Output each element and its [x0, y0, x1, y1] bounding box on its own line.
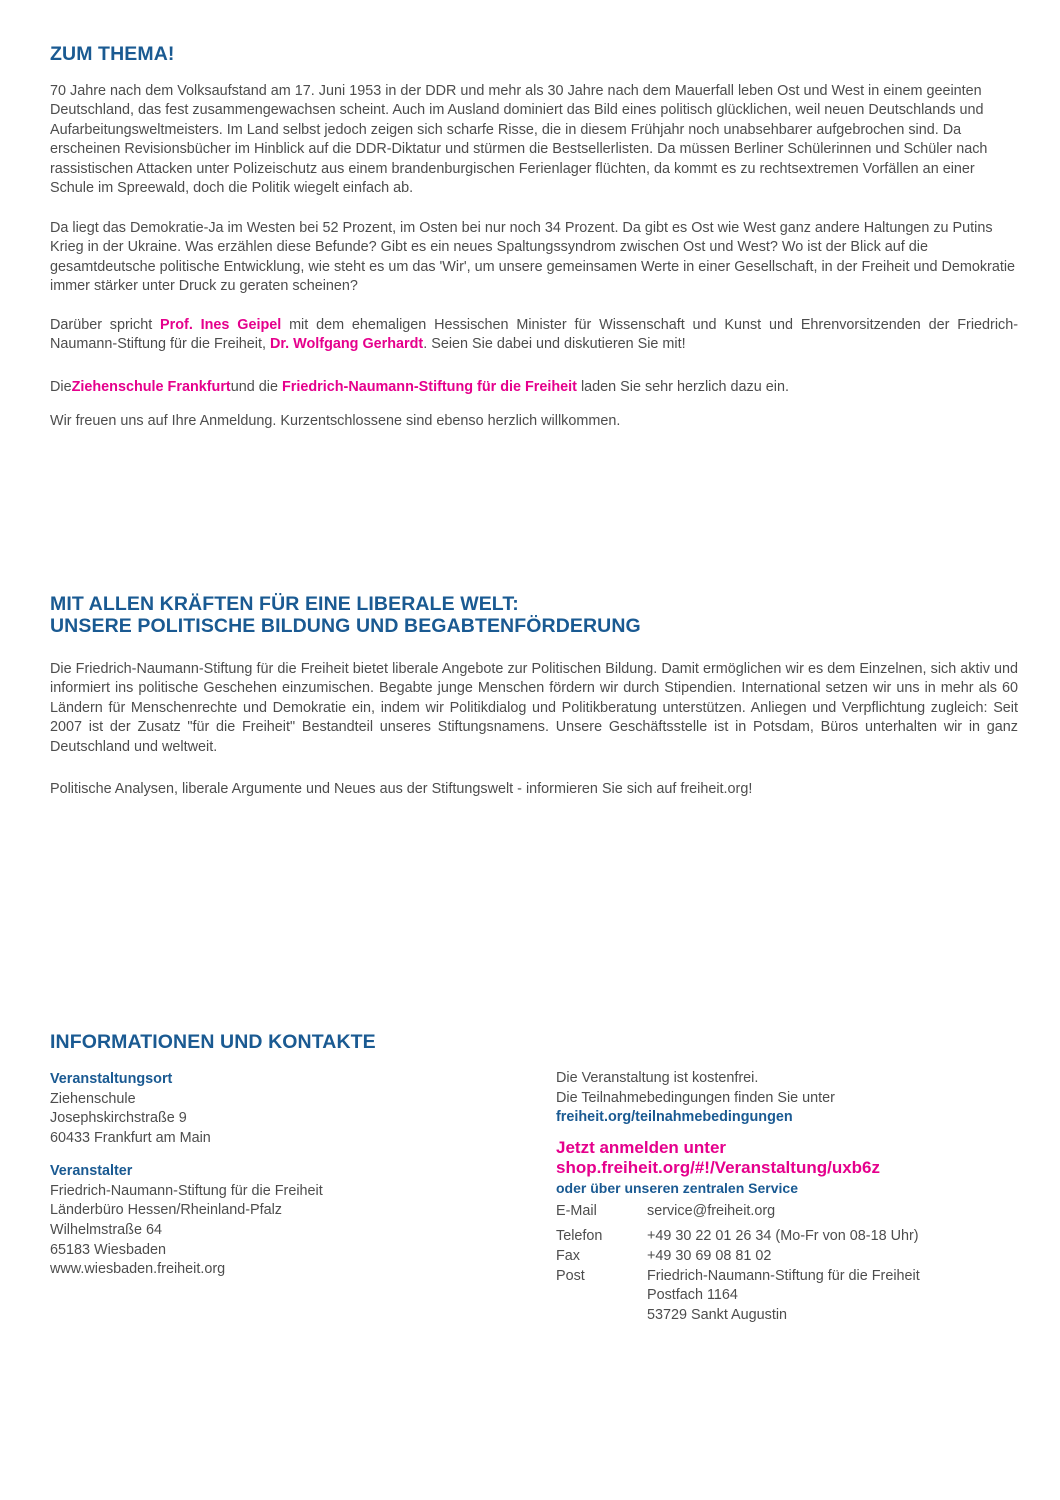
- service-line: oder über unseren zentralen Service: [556, 1179, 798, 1196]
- post-label: Post: [556, 1267, 585, 1284]
- phone-value: +49 30 22 01 26 34 (Mo-Fr von 08-18 Uhr): [647, 1228, 919, 1245]
- thema-paragraph-5: Wir freuen uns auf Ihre Anmeldung. Kurzentschlossene sind ebenso herzlich willkommen.: [50, 413, 621, 429]
- fax-label: Fax: [556, 1247, 580, 1264]
- organizer-line: Wilhelmstraße 64: [50, 1221, 162, 1238]
- phone-label: Telefon: [556, 1228, 603, 1245]
- guest-name: Dr. Wolfgang Gerhardt: [269, 336, 424, 353]
- venue-line: 60433 Frankfurt am Main: [50, 1129, 211, 1146]
- liberal-paragraph-1: Die Friedrich-Naumann-Stiftung für die Freiheit bietet liberale Angebote zur Politischen Bildung. Damit ermöglichen wir es dem Einzelnen, sich aktiv und informiert ins politische Geschehen einzumischen. Begabte junge Menschen fördern wir durch Stipendien. International setzen wir uns in mehr als 60 Ländern für Menschenrechte und Demokratie ein, indem wir Politikdialog und Politikberatung unterstützen. Anliegen und Verpflichtung zugleich: Seit 2007 ist der Zusatz "für die Freiheit" Bestandteil unseres Stiftungsnamens. Unsere Geschäftsstelle ist in Potsdam, Büros unterhalten wir in ganz Deutschland und weltweit.: [50, 661, 1018, 755]
- contact-row-phone: [556, 1227, 920, 1247]
- register-link[interactable]: shop.freiheit.org/#!/Veranstaltung/uxb6z: [556, 1157, 880, 1177]
- info-left-column: [50, 1070, 510, 1280]
- contact-row-fax: [556, 1247, 920, 1267]
- free-notice: Die Veranstaltung ist kostenfrei.: [556, 1070, 759, 1086]
- venue-label: Veranstaltungsort: [50, 1071, 173, 1087]
- email-link[interactable]: service@freiheit.org: [647, 1202, 776, 1219]
- terms-link[interactable]: freiheit.org/teilnahmebedingungen: [556, 1109, 793, 1126]
- host-school: Ziehenschule Frankfurt: [71, 379, 231, 395]
- host-foundation: Friedrich-Naumann-Stiftung für die Freiheit: [281, 379, 577, 395]
- organizer-line: 65183 Wiesbaden: [50, 1241, 167, 1258]
- fax-value: +49 30 69 08 81 02: [647, 1247, 772, 1264]
- organizer-label: Veranstalter: [50, 1163, 133, 1180]
- post-address: Friedrich-Naumann-Stiftung für die Freiheit Postfach 1164 53729 Sankt Augustin: [647, 1267, 920, 1323]
- section-heading-info: INFORMATIONEN UND KONTAKTE: [50, 1031, 376, 1053]
- venue-line: Josephskirchstraße 9: [50, 1110, 187, 1127]
- section-heading-thema: ZUM THEMA!: [50, 43, 175, 65]
- email-label: E-Mail: [556, 1202, 597, 1219]
- thema-paragraph-4: DieZiehenschule Frankfurtund die Friedrich-Naumann-Stiftung für die Freiheit laden Sie sehr herzlich dazu ein.: [50, 379, 789, 395]
- section-heading-liberal: MIT ALLEN KRÄFTEN FÜR EINE LIBERALE WELT: UNSERE POLITISCHE BILDUNG UND BEGABTENFÖRDERUNG: [50, 593, 641, 637]
- thema-paragraph-1: 70 Jahre nach dem Volksaufstand am 17. Juni 1953 in der DDR und mehr als 30 Jahre nach dem Mauerfall leben Ost und West in einem geeinten Deutschland, das fest zusammengewachsen scheint. Auch im Ausland dominiert das Bild eines politisch glücklichen, weil neuen Deutschlands und Aufarbeitungsweltmeisters. Im Land selbst jedoch zeigen sich scharfe Risse, die in diesem Frühjahr noch unabsehbarer aufgebrochen sind. Da erscheinen Revisionsbücher im Hinblick auf die DDR-Diktatur und stürmen die Bestsellerlisten. Da müssen Berliner Schülerinnen und Schüler nach rassistischen Attacken unter Polizeischutz aus einem brandenburgischen Ferienlager flüchten, da kommt es zu rechtsextremen Vorfällen an einer Schule im Spreewald, doch die Politik wiegelt einfach ab.: [50, 83, 988, 197]
- organizer-line: Friedrich-Naumann-Stiftung für die Freiheit: [50, 1182, 323, 1199]
- thema-paragraph-3: Darüber spricht Prof. Ines Geipel mit dem ehemaligen Hessischen Minister für Wissenschaft und Kunst und Ehrenvorsitzenden der Friedrich-Naumann-Stiftung für die Freiheit, Dr. Wolfgang Gerhardt. Seien Sie dabei und diskutieren Sie mit!: [50, 317, 1019, 353]
- venue-line: Ziehenschule: [50, 1090, 136, 1107]
- speaker-name: Prof. Ines Geipel: [160, 317, 282, 333]
- contact-table: [556, 1202, 920, 1326]
- register-heading: Jetzt anmelden unter: [556, 1137, 727, 1157]
- info-right-column: [556, 1069, 1016, 1325]
- organizer-line: Länderbüro Hessen/Rheinland-Pfalz: [50, 1202, 282, 1219]
- contact-row-email: [556, 1202, 920, 1222]
- terms-notice: Die Teilnahmebedingungen finden Sie unter: [556, 1089, 835, 1106]
- organizer-website-link[interactable]: www.wiesbaden.freiheit.org: [50, 1261, 226, 1278]
- liberal-paragraph-2: Politische Analysen, liberale Argumente und Neues aus der Stiftungswelt - informieren Sie sich auf freiheit.org!: [50, 781, 753, 797]
- contact-row-post: [556, 1267, 920, 1326]
- thema-paragraph-2: Da liegt das Demokratie-Ja im Westen bei 52 Prozent, im Osten bei nur noch 34 Prozent. Da gibt es Ost wie West ganz andere Haltungen zu Putins Krieg in der Ukraine. Was erzählen diese Befunde? Gibt es ein neues Spaltungssyndrom zwischen Ost und West? Wo ist der Blick auf die gesamtdeutsche politische Entwicklung, wie steht es um das 'Wir', um unsere gemeinsamen Werte in einer Gesellschaft, in der Freiheit und Demokratie immer stärker unter Druck zu geraten scheinen?: [50, 220, 1016, 295]
